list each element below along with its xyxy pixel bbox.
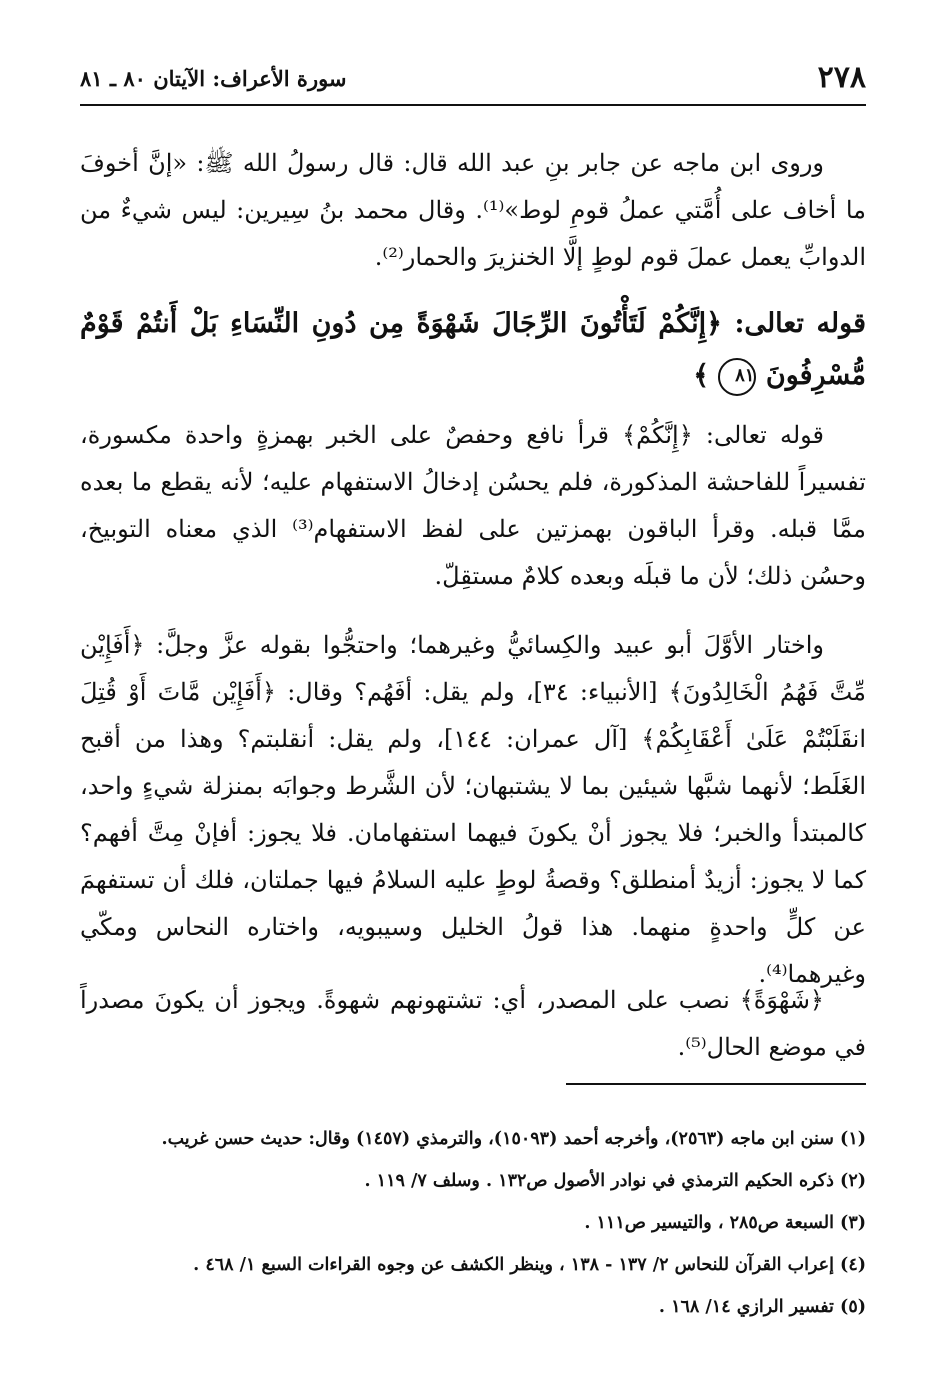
sura-title: سورة الأعراف: الآيتان ٨٠ ـ ٨١ <box>80 66 347 91</box>
footnote-item: (١) سنن ابن ماجه (٢٥٦٣)، وأخرجه أحمد (١٥٠٩٣)، والترمذي (١٤٥٧) وقال: حديث حسن غريب. <box>161 1129 866 1149</box>
quran-verse <box>80 298 866 402</box>
footnote-item: (٢) ذكره الحكيم الترمذي في نوادر الأصول ص١٣٢ . وسلف ٧/ ١١٩ . <box>364 1171 866 1191</box>
footnote-item: (٣) السبعة ص٢٨٥ ، والتيسير ص١١١ . <box>584 1213 866 1233</box>
paragraph-argument: واختار الأوَّلَ أبو عبيد والكِسائيُّ وغيرهما؛ واحتجُّوا بقوله عزَّ وجلَّ: ﴿أَفَإِيْن مِّتَّ فَهُمُ الْخَالِدُونَ﴾ [الأنبياء: ٣٤]، ولم يقل: أفَهُم؟ وقال: ﴿أَفَإِيْن مَّاتَ أَوْ قُتِلَ انقَلَبْتُمْ عَلَىٰ أَعْقَابِكُمْ﴾ [آل عمران: ١٤٤]، ولم يقل: أنقلبتم؟ وهذا من أقبح الغَلَط؛ لأنهما شبَّها شيئين بما لا يشتبهان؛ لأن الشَّرط وجوابَه بمنزلة شيءٍ واحد، كالمبتدأ والخبر؛ فلا يجوز أنْ يكونَ فيهما استفهامان. فلا يجوز: أفإنْ مِتَّ أفهم؟ كما لا يجوز: أزيدٌ أمنطلق؟ وقصةُ لوطٍ عليه السلامُ فيها جملتان، فلك أن تستفهمَ عن كلٍّ واحدةٍ منهما. هذا قولُ الخليل وسيبويه، واختاره النحاس ومكّي وغيرهما⁽⁴⁾. <box>80 631 867 988</box>
footnote-item: (٥) تفسير الرازي ١٤/ ١٦٨ . <box>658 1297 866 1317</box>
footnote-rule <box>566 1083 866 1085</box>
running-header <box>80 60 866 100</box>
verse-close-bracket: ﴾ <box>693 360 710 391</box>
verse-lead: قوله تعالى: <box>734 308 866 339</box>
page-number: ٢٧٨ <box>817 60 866 95</box>
paragraph-hadith: وروى ابن ماجه عن جابر بنِ عبد الله قال: قال رسولُ الله ﷺ: «إنَّ أخوفَ ما أخاف على أُمَّتي عملُ قومِ لوط»⁽¹⁾. وقال محمد بنُ سِيرين: ليس شيءٌ من الدوابِّ يعمل عملَ قوم لوطٍ إلَّا الخنزيرَ والحمار⁽²⁾. <box>80 149 867 271</box>
paragraph-qiraat: قوله تعالى: ﴿إِنَّكُمْ﴾ قرأ نافع وحفصٌ على الخبر بهمزةٍ واحدة مكسورة، تفسيراً للفاحشة المذكورة، فلم يحسُن إدخالُ الاستفهام عليه؛ لأنه يقطع ما بعده ممَّا قبله. وقرأ الباقون بهمزتين على لفظ الاستفهام⁽³⁾ الذي معناه التوبيخ، وحسُن ذلك؛ لأن ما قبلَه وبعده كلامٌ مستقِلّ. <box>80 421 866 590</box>
verse-text: ﴿إِنَّكُمْ لَتَأْتُونَ الرِّجَالَ شَهْوَةً مِن دُونِ النِّسَاءِ بَلْ أَنتُمْ قَوْمٌ مُّسْرِفُونَ <box>80 308 866 391</box>
footnotes-list <box>80 1118 866 1328</box>
footnote-item: (٤) إعراب القرآن للنحاس ٢/ ١٣٧ - ١٣٨ ، وينظر الكشف عن وجوه القراءات السبع ١/ ٤٦٨ . <box>193 1255 866 1275</box>
paragraph-shahwa: ﴿شَهْوَةً﴾ نصب على المصدر، أي: تشتهونهم شهوةً. ويجوز أن يكونَ مصدراً في موضع الحال⁽⁵⁾. <box>80 986 866 1061</box>
header-rule <box>80 104 866 106</box>
verse-number-badge: ٨١ <box>718 358 756 396</box>
